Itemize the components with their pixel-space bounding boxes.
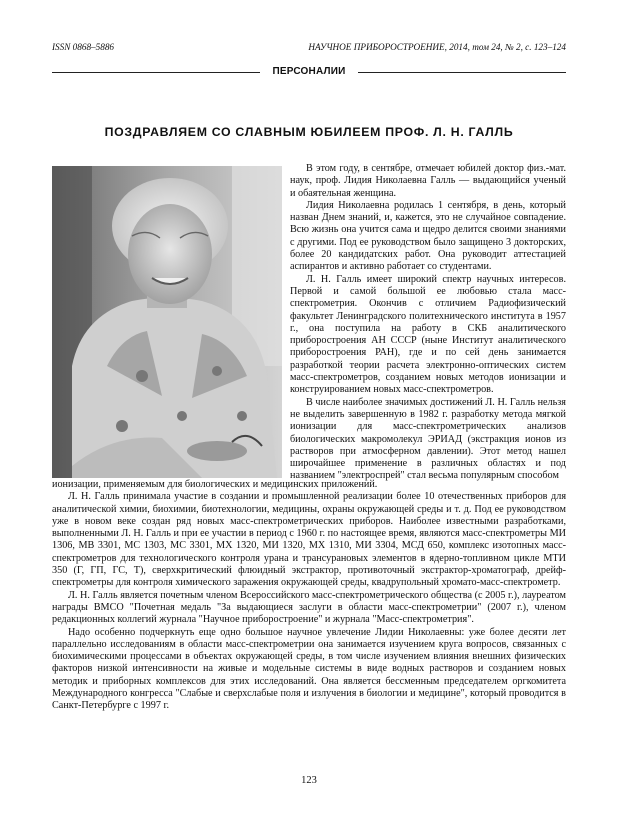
paragraph: В числе наиболее значимых достижений Л. Н. Галль нельзя не выделить завершенную в 1982 г. разработку метода мягкой ионизации для масс-спектрометрических анализов биологических макромолекул ЭРИАД (экстракция ионов из растворов при атмосферном давлении). Этот метод нашел широчайшее применение в различных областях и под названием "электроспрей" стал весьма популярным способом (290, 396, 566, 482)
paragraph-continuation: ионизации, применяемым для биологических и медицинских приложений. (52, 479, 378, 490)
running-head (52, 42, 566, 56)
full-width-text (52, 479, 566, 713)
article-title: ПОЗДРАВЛЯЕМ СО СЛАВНЫМ ЮБИЛЕЕМ ПРОФ. Л. Н. ГАЛЛЬ (104, 125, 514, 139)
paragraph: В этом году, в сентябре, отмечает юбилей доктор физ.-мат. наук, проф. Лидия Николаевна Галль — выдающийся ученый и обаятельная женщина. (290, 163, 566, 199)
journal-citation: НАУЧНОЕ ПРИБОРОСТРОЕНИЕ, 2014, том 24, № 2, c. 123–124 (308, 42, 566, 52)
page-number: 123 (301, 775, 317, 786)
paragraph: Л. Н. Галль принимала участие в создании и промышленной реализации более 10 отечественных приборов для аналитической химии, биохимии, биотехнологии, медицины, охраны окружающей среды и т. д. Под ее руководством уже в новом веке создан ряд новых масс-спектрометрических приборов. Наиболее известными разработками, выполненными Л. Н. Галль и при ее участии в период с 1960 г. по настоящее время, являются масс-спектрометры МИ 1306, МВ 3301, МС 1303, МС 3301, МХ 1320, МИ 1320, МХ 1310, МИ 3304, МСД 650, комплекс изотопных масс-спектрометров для технологического контроля урана и трансурановых элементов в ядерно-топливном цикле МТИ 350 (Г, ГП, ГС, Т), сверхкритический флюидный экстрактор, противоточный экстрактор-хроматограф, дрейф-спектрометры для контроля химического заражения окружающей среды, квадрупольный хромато-масс-спектрометр. (52, 491, 566, 589)
portrait-photo (52, 166, 282, 478)
paragraph: Надо особенно подчеркнуть еще одно большое научное увлечение Лидии Николаевны: уже более десяти лет параллельно исследованиям в области масс-спектрометрии она занимается изучением круга вопросов, связанных с биохимическими процессами в объектах окружающей среды, в том числе изучением влияния внешних физических факторов низкой интенсивности на живые и модельные системы в виде водных растворов и созданием новых методик и приборных комплексов для этих исследований. Она является бессменным председателем оргкомитета Международного конгресса "Слабые и сверхслабые поля и излучения в биологии и медицине", который проводится в Санкт-Петербурге с 1997 г. (52, 626, 566, 712)
paragraph: Л. Н. Галль имеет широкий спектр научных интересов. Первой и самой большой ее любовью стала масс-спектрометрия. Окончив с отличием Радиофизический факультет Ленинградского политехнического института в 1957 г., она поступила на работу в СКБ аналитического приборостроения АН СССР (ныне Институт аналитического приборостроения РАН), где и по сей день занимается разработкой теории расчета электронно-оптических систем масс-спектрометров, созданием новых методов ионизации и конструированием новых масс-спектрометров. (290, 273, 566, 396)
section-header (52, 66, 566, 78)
issn-label: ISSN 0868–5886 (52, 42, 115, 52)
section-rule-right (358, 72, 566, 73)
right-column-text (290, 163, 566, 483)
paragraph: Л. Н. Галль является почетным членом Всероссийского масс-спектрометрического общества (с 2005 г.), лауреатом награды ВМСО "Почетная медаль "За выдающиеся заслуги в области масс-спектрометрии" (2007 г.), членом редакционных коллегий журнала "Научное приборостроение" и журнала "Масс-спектрометрия". (52, 589, 566, 626)
section-title: ПЕРСОНАЛИИ (272, 66, 346, 77)
paragraph: Лидия Николаевна родилась 1 сентября, в день, который назван Днем знаний, и, кажется, это не случайное совпадение. Всю жизнь она учится сама и щедро делится своими знаниями с другими. Под ее руководством было защищено 3 докторских, более 20 кандидатских работ. Она руководит аттестацией аспирантов и активно работает со студентами. (290, 199, 566, 273)
portrait-image (52, 166, 282, 478)
